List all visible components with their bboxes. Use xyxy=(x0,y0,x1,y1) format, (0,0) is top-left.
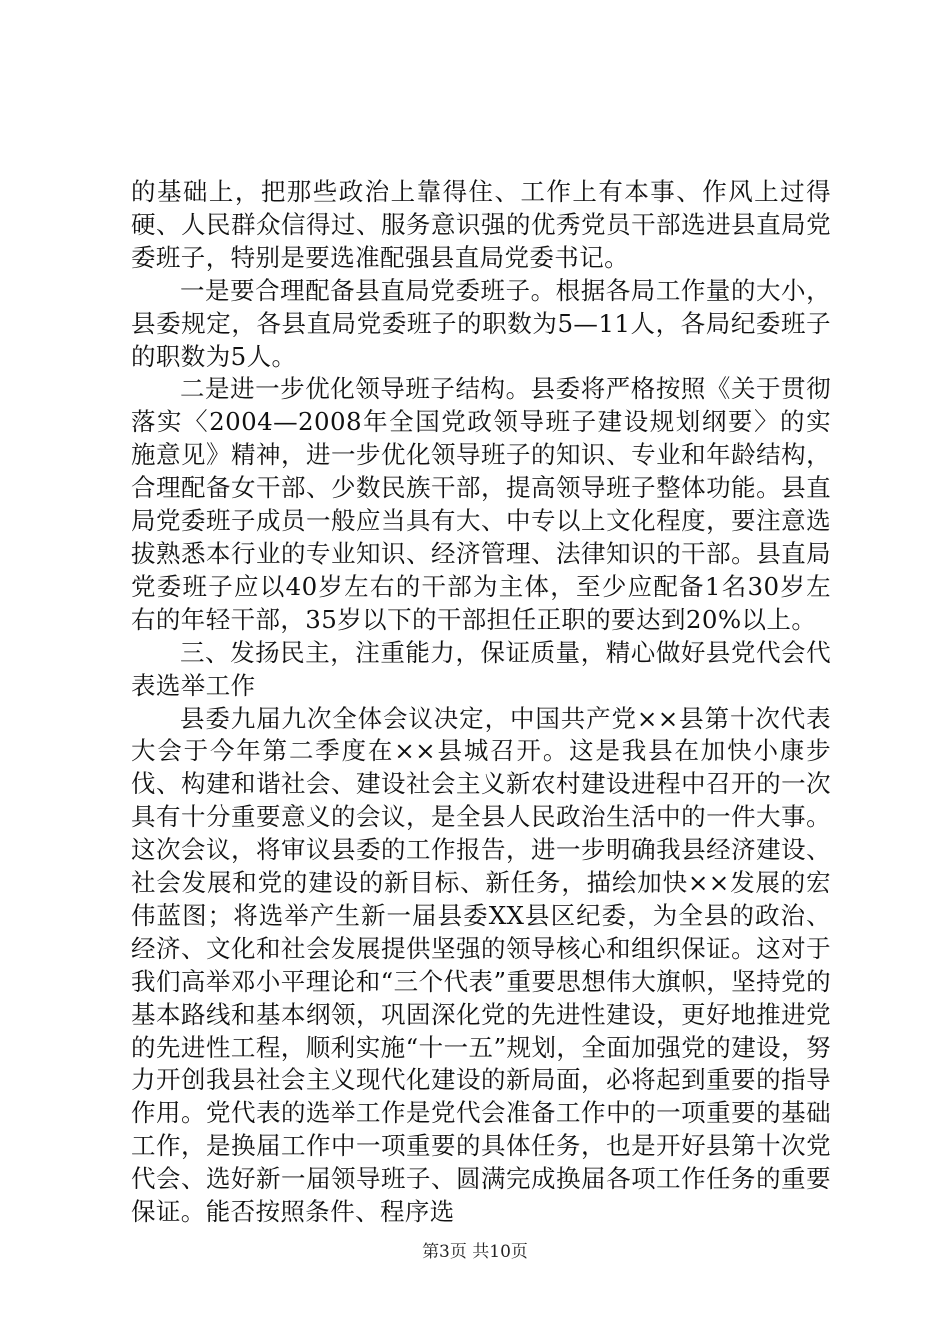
paragraph-2: 一是要合理配备县直局党委班子。根据各局工作量的大小，县委规定，各县直局党委班子的职数为5—11人，各局纪委班子的职数为5人。 xyxy=(131,275,831,371)
paragraph-1: 的基础上，把那些政治上靠得住、工作上有本事、作风上过得硬、人民群众信得过、服务意识强的优秀党员干部选进县直局党委班子，特别是要选准配强县直局党委书记。 xyxy=(131,177,831,272)
paragraph-3: 二是进一步优化领导班子结构。县委将严格按照《关于贯彻落实〈2004—2008年全国党政领导班子建设规划纲要〉的实施意见》精神，进一步优化领导班子的知识、专业和年龄结构，合理配备女干部、少数民族干部，提高领导班子整体功能。县直局党委班子成员一般应当具有大、中专以上文化程度，要注意选拔熟悉本行业的专业知识、经济管理、法律知识的干部。县直局党委班子应以40岁左右的干部为主体，至少应配备1名30岁左右的年轻干部，35岁以下的干部担任正职的要达到20%以上。 xyxy=(131,374,831,634)
page-number-footer: 第3页 共10页 xyxy=(422,1242,528,1262)
paragraph-5: 县委九届九次全体会议决定，中国共产党××县第十次代表大会于今年第二季度在××县城召开。这是我县在加快小康步伐、构建和谐社会、建设社会主义新农村建设进程中召开的一次具有十分重要意义的会议，是全县人民政治生活中的一件大事。这次会议，将审议县委的工作报告，进一步明确我县经济建设、社会发展和党的建设的新目标、新任务，描绘加快××发展的宏伟蓝图；将选举产生新一届县委XX县区纪委，为全县的政治、经济、文化和社会发展提供坚强的领导核心和组织保证。这对于我们高举邓小平理论和“三个代表”重要思想伟大旗帜，坚持党的基本路线和基本纲领，巩固深化党的先进性建设，更好地推进党的先进性工程，顺利实施“十一五”规划，全面加强党的建设，努力开创我县社会主义现代化建设的新局面，必将起到重要的指导作用。党代表的选举工作是党代会准备工作中的一项重要的基础工作，是换届工作中一项重要的具体任务，也是开好县第十次党代会、选好新一届领导班子、圆满完成换届各项工作任务的重要保证。能否按照条件、程序选 xyxy=(131,703,831,1227)
document-body xyxy=(131,176,831,1229)
section-heading-3: 三、发扬民主，注重能力，保证质量，精心做好县党代会代表选举工作 xyxy=(131,637,831,700)
